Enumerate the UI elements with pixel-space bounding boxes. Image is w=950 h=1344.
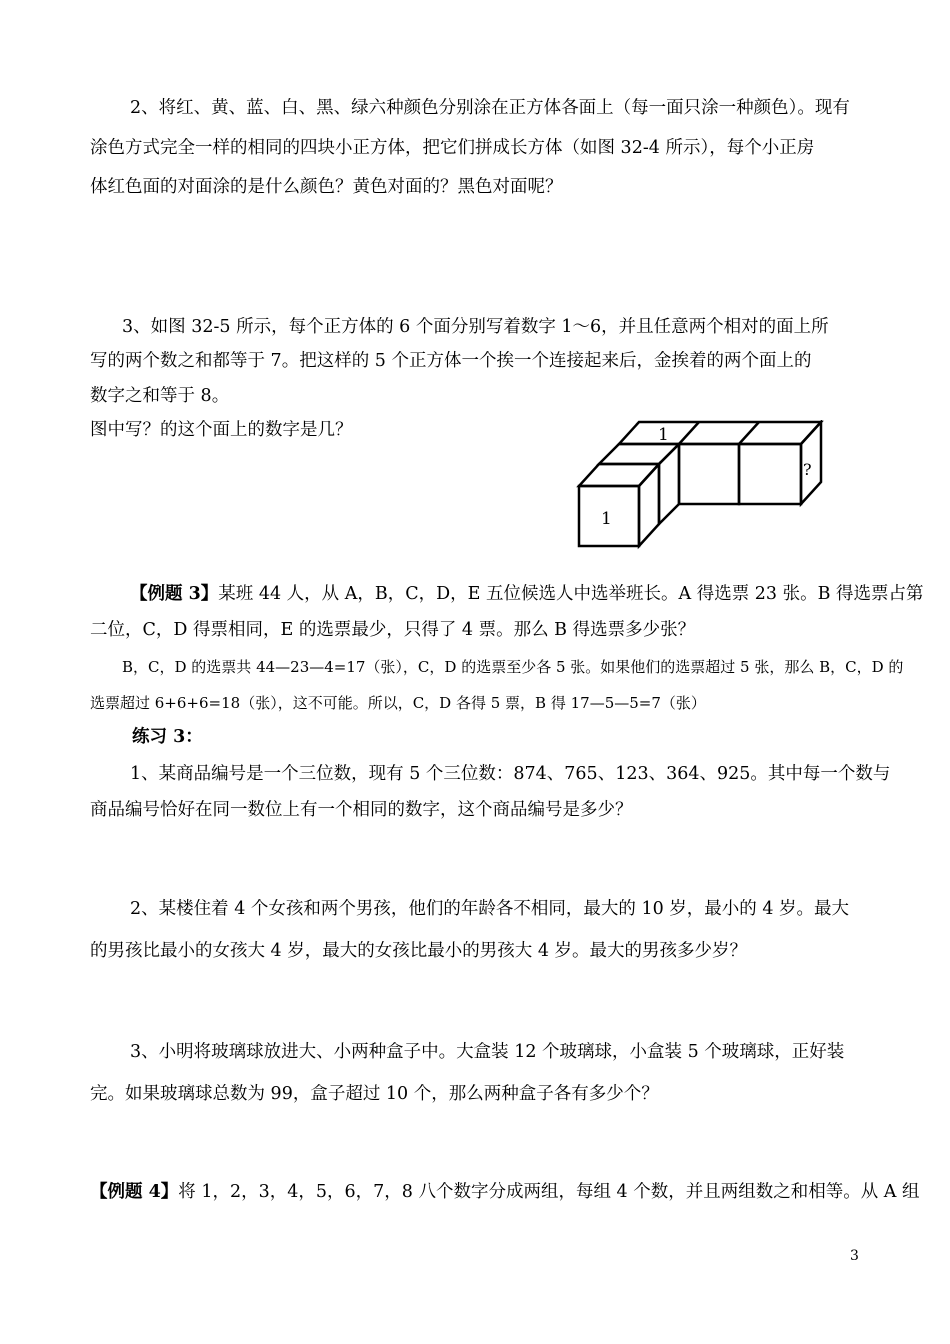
label-front: 1: [601, 509, 612, 529]
practice3-title: 练习 3：: [132, 727, 203, 747]
q3-line3: 数字之和等于 8。: [90, 386, 230, 406]
example4-line1: [90, 1180, 920, 1204]
practice3-p3-line1: 3、小明将玻璃球放进大、小两种盒子中。大盒装 12 个玻璃球，小盒装 5 个玻璃球，正好装: [130, 1042, 845, 1062]
example3-line2: 二位，C，D 得票相同，E 的选票最少，只得了 4 票。那么 B 得选票多少张？: [90, 620, 696, 640]
cube-figure: [575, 420, 835, 555]
practice3-p3-line2: 完。如果玻璃球总数为 99，盒子超过 10 个，那么两种盒子各有多少个？: [90, 1084, 659, 1104]
practice3-p2-line2: 的男孩比最小的女孩大 4 岁，最大的女孩比最小的男孩大 4 岁。最大的男孩多少岁？: [90, 941, 748, 961]
example3-line1: [130, 582, 924, 606]
q3-line4: 图中写？的这个面上的数字是几？: [90, 420, 353, 440]
q2-line1: 2、将红、黄、蓝、白、黑、绿六种颜色分别涂在正方体各面上（每一面只涂一种颜色）。现有: [130, 98, 850, 118]
page-number: 3: [850, 1248, 859, 1264]
example4-text1: 将 1，2，3，4，5，6，7，8 八个数字分成两组，每组 4 个数，并且两组数之和相等。从 A 组: [178, 1182, 920, 1202]
label-question: ?: [803, 460, 812, 479]
q2-line2: 涂色方式完全一样的相同的四块小正方体，把它们拼成长方体（如图 32-4 所示），每个小正房: [90, 138, 815, 158]
practice3-p1-line1: 1、某商品编号是一个三位数，现有 5 个三位数：874、765、123、364、925。其中每一个数与: [130, 764, 891, 784]
q3-line2: 写的两个数之和都等于 7。把这样的 5 个正方体一个挨一个连接起来后，金挨着的两个面上的: [90, 351, 812, 371]
example3-solution2: 选票超过 6+6+6=18（张），这不可能。所以，C，D 各得 5 票，B 得 17—5—5=7（张）: [90, 694, 706, 712]
example4-title: 【例题 4】: [90, 1182, 179, 1202]
label-top: 1: [658, 425, 669, 445]
example3-text1: 某班 44 人，从 A，B，C，D，E 五位候选人中选举班长。A 得选票 23 张。B 得选票占第: [218, 584, 924, 604]
q2-line3: 体红色面的对面涂的是什么颜色？黄色对面的？黑色对面呢？: [90, 177, 563, 197]
q3-line1: 3、如图 32-5 所示，每个正方体的 6 个面分别写着数字 1～6，并且任意两个相对的面上所: [122, 317, 829, 337]
practice3-p1-line2: 商品编号恰好在同一数位上有一个相同的数字，这个商品编号是多少？: [90, 800, 633, 820]
example3-solution1: B，C，D 的选票共 44—23—4=17（张），C，D 的选票至少各 5 张。如果他们的选票超过 5 张，那么 B，C，D 的: [122, 658, 904, 676]
practice3-p2-line1: 2、某楼住着 4 个女孩和两个男孩，他们的年龄各不相同，最大的 10 岁，最小的 4 岁。最大: [130, 899, 850, 919]
example3-title: 【例题 3】: [130, 584, 219, 604]
